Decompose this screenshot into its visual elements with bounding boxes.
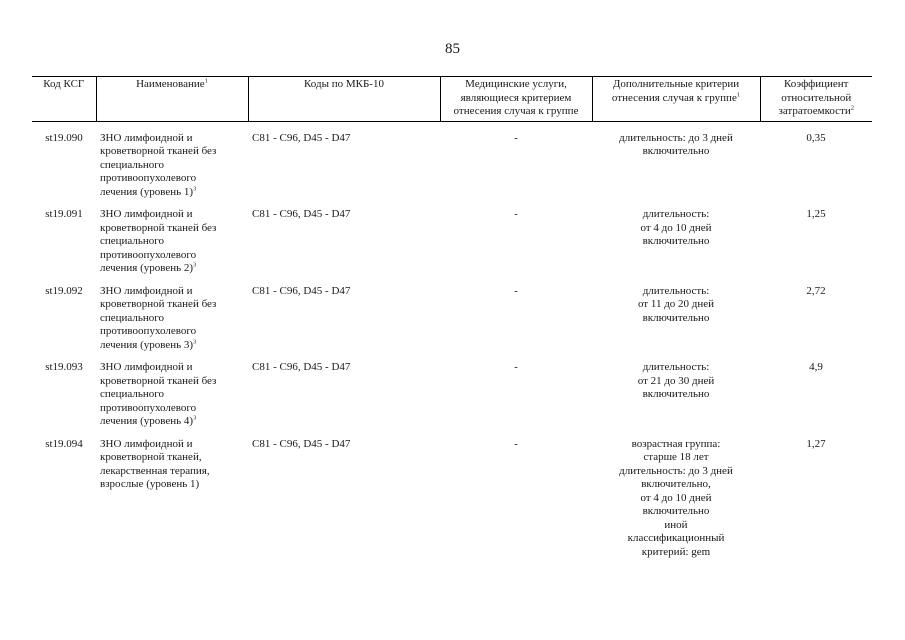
name-cell: ЗНО лимфоидной и кроветворной тканей, лекарственная терапия, взрослые (уровень 1) (100, 437, 210, 490)
icd-codes-cell: C81 - C96, D45 - D47 (252, 131, 351, 144)
table-row (32, 132, 872, 200)
footnote-marker: 3 (193, 184, 197, 192)
header-criteria: Дополнительные критерии отнесения случая к группе$^1$ (592, 77, 760, 122)
footnote-marker: 3 (193, 414, 197, 422)
services-cell: - (514, 208, 518, 220)
criteria-cell: длительность: от 11 до 20 дней включительно (637, 284, 715, 324)
table-row (32, 208, 872, 276)
criteria-cell: длительность: до 3 дней включительно (619, 131, 733, 157)
services-cell: - (514, 131, 518, 144)
coefficient-cell: 1,27 (806, 437, 826, 450)
table-header-row (32, 77, 872, 122)
criteria-cell: возрастная группа: старше 18 лет длительность: до 3 дней включительно, от 4 до 10 дней включительно иной классификационный критерий: gem (619, 437, 733, 558)
footnote-marker: 3 (193, 261, 197, 269)
icd-codes-cell: C81 - C96, D45 - D47 (252, 437, 351, 450)
footnote-marker: 3 (193, 337, 197, 345)
name-cell: ЗНО лимфоидной и кроветворной тканей без специального противоопухолевого лечения (уровень 4)$^3$ (100, 361, 217, 427)
name-cell: ЗНО лимфоидной и кроветворной тканей без специального противоопухолевого лечения (уровень 2)$^3$ (100, 208, 217, 274)
criteria-cell: длительность: от 4 до 10 дней включительно (640, 208, 712, 247)
table-row (32, 361, 872, 429)
coefficient-cell: 2,72 (806, 284, 826, 297)
name-cell: ЗНО лимфоидной и кроветворной тканей без специального противоопухолевого лечения (уровень 1)$^3$ (100, 131, 217, 198)
table-row (32, 285, 872, 353)
ksg-code-cell: st19.090 (45, 131, 83, 144)
page-number: 85 (445, 41, 460, 57)
ksg-code-cell: st19.093 (45, 361, 83, 373)
header-code: Код КСГ (32, 77, 96, 122)
footnote-marker: 1 (204, 77, 208, 85)
table-row (32, 438, 872, 560)
footnote-marker: 1 (736, 90, 741, 98)
ksg-table (32, 76, 872, 559)
coefficient-cell: 1,25 (806, 208, 826, 220)
coefficient-cell: 0,35 (806, 131, 826, 144)
icd-codes-cell: C81 - C96, D45 - D47 (252, 361, 351, 373)
ksg-code-cell: st19.091 (45, 208, 83, 220)
header-icd: Коды по МКБ-10 (248, 77, 440, 122)
name-cell: ЗНО лимфоидной и кроветворной тканей без специального противоопухолевого лечения (уровень 3)$^3$ (100, 284, 217, 351)
ksg-code-cell: st19.094 (45, 437, 83, 450)
header-name: Наименование$^1$ (96, 77, 248, 122)
services-cell: - (514, 361, 518, 373)
services-cell: - (514, 284, 518, 297)
services-cell: - (514, 437, 518, 450)
icd-codes-cell: C81 - C96, D45 - D47 (252, 284, 351, 297)
header-services: Медицинские услуги, являющиеся критерием отнесения случая к группе (440, 77, 592, 122)
header-coefficient: Коэффициент относительной затратоемкости$^2$ (760, 77, 872, 122)
criteria-cell: длительность: от 21 до 30 дней включительно (637, 361, 715, 400)
icd-codes-cell: C81 - C96, D45 - D47 (252, 208, 351, 220)
ksg-code-cell: st19.092 (45, 284, 83, 297)
coefficient-cell: 4,9 (809, 361, 823, 373)
footnote-marker: 2 (850, 104, 854, 112)
